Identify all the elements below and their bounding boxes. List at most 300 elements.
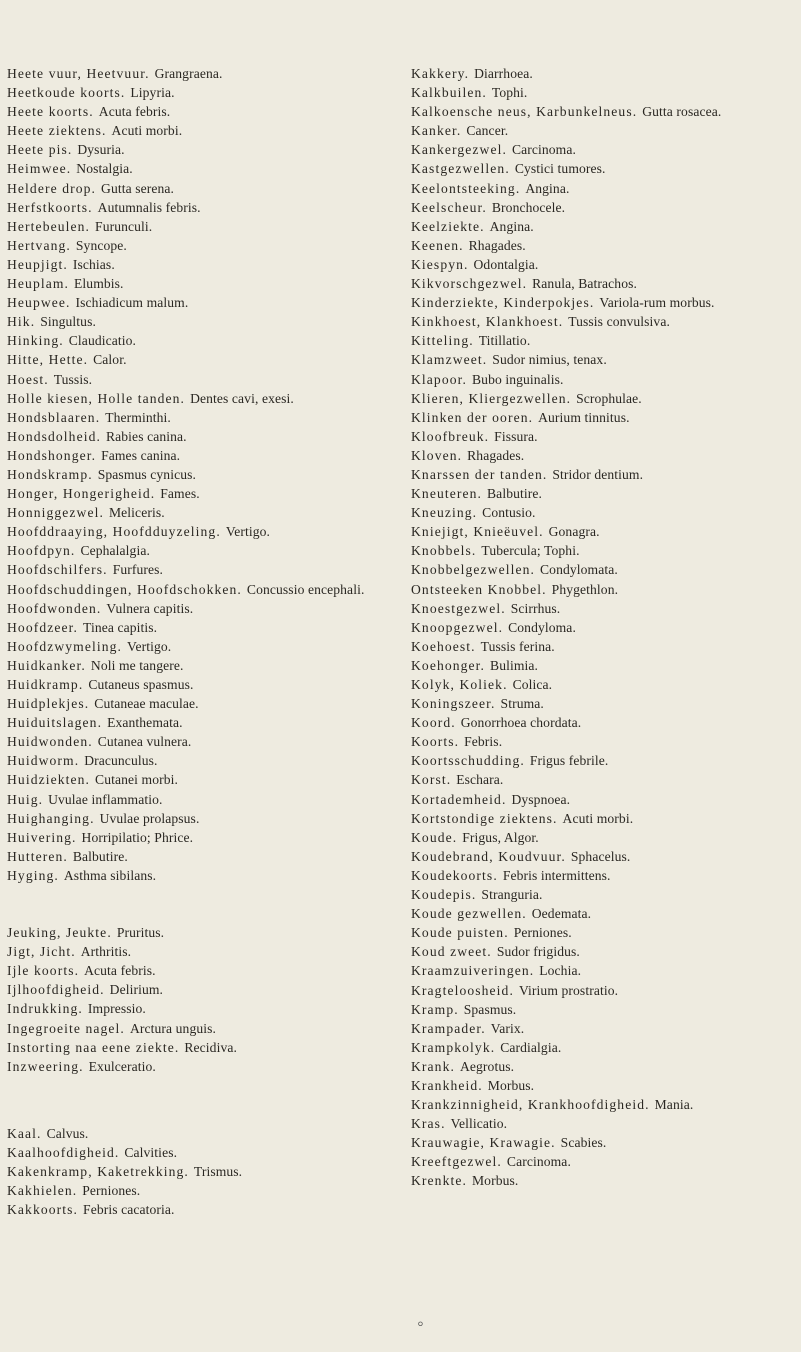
entry-latin-term: Tophi. xyxy=(491,85,528,101)
entry-headword: Hoofdzwymeling. xyxy=(7,638,123,654)
entry-latin-term: Uvulae prolapsus. xyxy=(99,810,200,826)
entry-latin-term: Spasmus. xyxy=(463,1001,517,1017)
entry-headword: Kalkoensche neus, Karbunkelneus. xyxy=(411,104,638,120)
entry-headword: Keelscheur. xyxy=(411,199,487,215)
entry-latin-term: Dracunculus. xyxy=(84,753,158,769)
dictionary-entry xyxy=(411,465,795,484)
dictionary-entry xyxy=(7,389,399,408)
entry-latin-term: Meliceris. xyxy=(108,505,165,521)
entry-headword: Heupjigt. xyxy=(7,256,68,272)
left-entries-ij xyxy=(7,923,399,1076)
dictionary-entry xyxy=(411,599,795,618)
dictionary-entry xyxy=(7,370,399,389)
dictionary-entry xyxy=(411,293,795,312)
entry-headword: Ijlhoofdigheid. xyxy=(7,982,105,998)
entry-latin-term: Cancer. xyxy=(466,123,509,139)
dictionary-entry xyxy=(411,656,795,675)
right-column xyxy=(411,64,795,1191)
entry-latin-term: Frigus febrile. xyxy=(529,753,609,769)
entry-latin-term: Delirium. xyxy=(109,982,164,998)
dictionary-entry xyxy=(7,656,399,675)
entry-latin-term: Claudicatio. xyxy=(68,333,137,349)
entry-latin-term: Furunculi. xyxy=(95,218,153,234)
entry-latin-term: Calvities. xyxy=(124,1144,178,1160)
dictionary-entry xyxy=(411,1171,795,1190)
entry-latin-term: Therminthi. xyxy=(105,409,171,425)
entry-latin-term: Tussis convulsiva. xyxy=(568,314,670,330)
entry-latin-term: Febris cacatoria. xyxy=(83,1202,175,1218)
entry-headword: Hitte, Hette. xyxy=(7,352,89,368)
entry-latin-term: Vertigo. xyxy=(127,638,172,654)
entry-latin-term: Tussis. xyxy=(53,371,93,387)
entry-latin-term: Fames canina. xyxy=(101,447,181,463)
entry-headword: Kinderziekte, Kinderpokjes. xyxy=(411,295,595,311)
section-gap xyxy=(7,885,399,923)
entry-headword: Krampader. xyxy=(411,1020,486,1036)
entry-headword: Kakkery. xyxy=(411,66,470,81)
dictionary-entry xyxy=(411,637,795,656)
entry-headword: Kreeftgezwel. xyxy=(411,1154,502,1170)
entry-headword: Hondsdolheid. xyxy=(7,428,101,444)
entry-latin-term: Acuta febris. xyxy=(84,963,156,979)
entry-latin-term: Balbutire. xyxy=(487,486,542,502)
entry-headword: Koehonger. xyxy=(411,657,486,673)
entry-latin-term: Grangraena. xyxy=(154,66,223,81)
section-gap xyxy=(7,1076,399,1124)
dictionary-entry xyxy=(411,1133,795,1152)
dictionary-entry xyxy=(411,1152,795,1171)
entry-latin-term: Calor. xyxy=(93,352,127,368)
entry-headword: Klinken der ooren. xyxy=(411,409,534,425)
entry-headword: Holle kiesen, Holle tanden. xyxy=(7,390,186,406)
entry-latin-term: Acuta febris. xyxy=(98,104,171,120)
entry-headword: Kalkbuilen. xyxy=(411,85,487,101)
entry-headword: Hoofddraaying, Hoofdduyzeling. xyxy=(7,524,221,540)
dictionary-entry xyxy=(411,541,795,560)
entry-latin-term: Arctura unguis. xyxy=(129,1020,217,1036)
entry-headword: Hutteren. xyxy=(7,848,68,864)
entry-headword: Knoopgezwel. xyxy=(411,619,504,635)
entry-headword: Heldere drop. xyxy=(7,180,97,196)
dictionary-entry xyxy=(411,140,795,159)
entry-headword: Honger, Hongerigheid. xyxy=(7,486,156,502)
dictionary-entry xyxy=(7,961,399,980)
dictionary-entry xyxy=(411,408,795,427)
dictionary-entry xyxy=(411,522,795,541)
dictionary-entry xyxy=(7,770,399,789)
dictionary-entry xyxy=(7,980,399,999)
dictionary-entry xyxy=(7,140,399,159)
entry-headword: Hinking. xyxy=(7,333,64,349)
entry-headword: Kitteling. xyxy=(411,333,474,349)
dictionary-entry xyxy=(7,408,399,427)
right-entries-k xyxy=(411,64,795,1191)
dictionary-entry xyxy=(7,1200,399,1219)
dictionary-entry xyxy=(411,847,795,866)
entry-headword: Koorts. xyxy=(411,734,460,750)
entry-headword: Klieren, Kliergezwellen. xyxy=(411,390,572,406)
entry-headword: Koortsschudding. xyxy=(411,753,525,769)
entry-latin-term: Asthma sibilans. xyxy=(63,867,157,883)
entry-latin-term: Oedemata. xyxy=(531,906,592,922)
entry-latin-term: Perniones. xyxy=(82,1183,141,1199)
dictionary-entry xyxy=(411,312,795,331)
dictionary-entry xyxy=(7,999,399,1018)
entry-latin-term: Fissura. xyxy=(494,428,538,444)
entry-latin-term: Febris intermittens. xyxy=(502,867,611,883)
entry-latin-term: Cutanea vulnera. xyxy=(97,734,192,750)
dictionary-entry xyxy=(7,83,399,102)
entry-headword: Huidziekten. xyxy=(7,772,91,788)
entry-headword: Keenen. xyxy=(411,237,464,253)
entry-headword: Heete pis. xyxy=(7,142,73,158)
dictionary-entry xyxy=(7,1124,399,1143)
entry-latin-term: Lipyria. xyxy=(130,85,175,101)
dictionary-entry xyxy=(7,1057,399,1076)
entry-headword: Hertvang. xyxy=(7,237,71,253)
entry-headword: Kanker. xyxy=(411,123,462,139)
dictionary-entry xyxy=(7,732,399,751)
entry-latin-term: Singultus. xyxy=(40,314,96,330)
entry-headword: Kikvorschgezwel. xyxy=(411,276,528,292)
dictionary-entry xyxy=(7,64,399,83)
dictionary-entry xyxy=(7,1038,399,1057)
entry-latin-term: Angina. xyxy=(489,218,534,234)
entry-latin-term: Morbus. xyxy=(471,1173,519,1189)
entry-latin-term: Tubercula; Tophi. xyxy=(481,543,580,559)
entry-latin-term: Sphacelus. xyxy=(570,848,631,864)
entry-latin-term: Vertigo. xyxy=(225,524,271,540)
entry-headword: Kragteloosheid. xyxy=(411,982,514,998)
entry-headword: Koehoest. xyxy=(411,638,476,654)
dictionary-entry xyxy=(7,446,399,465)
dictionary-entry xyxy=(7,255,399,274)
dictionary-entry xyxy=(411,560,795,579)
entry-headword: Kortstondige ziektens. xyxy=(411,810,558,826)
entry-headword: Huig. xyxy=(7,791,44,807)
left-column xyxy=(7,64,399,1219)
dictionary-entry xyxy=(411,159,795,178)
dictionary-entry xyxy=(7,580,399,599)
entry-latin-term: Ranula, Batrachos. xyxy=(532,276,637,292)
entry-headword: Klamzweet. xyxy=(411,352,488,368)
entry-headword: Kastgezwellen. xyxy=(411,161,510,177)
entry-headword: Huidwonden. xyxy=(7,734,93,750)
dictionary-entry xyxy=(411,942,795,961)
entry-latin-term: Perniones. xyxy=(513,925,572,941)
entry-latin-term: Morbus. xyxy=(487,1077,535,1093)
dictionary-entry xyxy=(7,198,399,217)
entry-headword: Kneuzing. xyxy=(411,505,478,521)
dictionary-entry xyxy=(411,331,795,350)
dictionary-entry xyxy=(411,350,795,369)
entry-headword: Krauwagie, Krawagie. xyxy=(411,1135,556,1151)
entry-latin-term: Variola-rum morbus. xyxy=(599,295,715,311)
entry-headword: Herfstkoorts. xyxy=(7,199,93,215)
entry-headword: Koudepis. xyxy=(411,887,477,903)
entry-headword: Kloven. xyxy=(411,447,463,463)
dictionary-entry xyxy=(411,389,795,408)
entry-latin-term: Calvus. xyxy=(46,1125,89,1141)
entry-latin-term: Diarrhoea. xyxy=(474,66,533,81)
entry-headword: Jigt, Jicht. xyxy=(7,944,76,960)
dictionary-entry xyxy=(411,1114,795,1133)
entry-headword: Ijle koorts. xyxy=(7,963,80,979)
entry-headword: Kneuteren. xyxy=(411,486,483,502)
entry-headword: Hoofdpyn. xyxy=(7,543,76,559)
entry-latin-term: Exulceratio. xyxy=(88,1058,156,1074)
entry-headword: Kaalhoofdigheid. xyxy=(7,1144,120,1160)
dictionary-entry xyxy=(7,942,399,961)
dictionary-entry xyxy=(411,828,795,847)
entry-headword: Hik. xyxy=(7,314,36,330)
entry-headword: Hoofdwonden. xyxy=(7,600,102,616)
entry-headword: Heete koorts. xyxy=(7,104,94,120)
dictionary-entry xyxy=(7,618,399,637)
dictionary-entry xyxy=(411,923,795,942)
entry-headword: Kakhielen. xyxy=(7,1183,78,1199)
dictionary-entry xyxy=(7,599,399,618)
entry-latin-term: Concussio encephali. xyxy=(246,581,365,597)
entry-latin-term: Contusio. xyxy=(482,505,536,521)
entry-headword: Heuplam. xyxy=(7,276,70,292)
entry-latin-term: Carcinoma. xyxy=(511,142,576,158)
dictionary-entry xyxy=(411,1057,795,1076)
dictionary-entry xyxy=(411,1095,795,1114)
entry-headword: Hoofdzeer. xyxy=(7,619,79,635)
dictionary-entry xyxy=(7,236,399,255)
dictionary-entry xyxy=(411,885,795,904)
entry-latin-term: Uvulae inflammatio. xyxy=(48,791,163,807)
entry-headword: Heupwee. xyxy=(7,295,71,311)
dictionary-entry xyxy=(411,809,795,828)
entry-headword: Koudekoorts. xyxy=(411,867,498,883)
dictionary-entry xyxy=(411,64,795,83)
dictionary-entry xyxy=(7,274,399,293)
entry-latin-term: Elumbis. xyxy=(74,276,124,292)
entry-latin-term: Rabies canina. xyxy=(105,428,187,444)
dictionary-entry xyxy=(7,484,399,503)
entry-headword: Kras. xyxy=(411,1116,446,1132)
dictionary-entry xyxy=(411,675,795,694)
entry-latin-term: Struma. xyxy=(500,696,544,712)
dictionary-entry xyxy=(411,1038,795,1057)
dictionary-entry xyxy=(7,1019,399,1038)
entry-latin-term: Cutaneae maculae. xyxy=(94,696,199,712)
entry-headword: Kniejigt, Knieëuvel. xyxy=(411,524,544,540)
dictionary-entry xyxy=(7,866,399,885)
entry-latin-term: Dysuria. xyxy=(77,142,125,158)
entry-headword: Kloofbreuk. xyxy=(411,428,490,444)
entry-headword: Hondskramp. xyxy=(7,466,93,482)
entry-headword: Hertebeulen. xyxy=(7,218,91,234)
dictionary-entry xyxy=(411,503,795,522)
dictionary-entry xyxy=(7,293,399,312)
dictionary-entry xyxy=(7,790,399,809)
entry-headword: Koudebrand, Koudvuur. xyxy=(411,848,566,864)
entry-latin-term: Ischias. xyxy=(72,256,115,272)
entry-headword: Koningszeer. xyxy=(411,696,496,712)
entry-latin-term: Gonagra. xyxy=(548,524,600,540)
dictionary-entry xyxy=(411,790,795,809)
entry-headword: Indrukking. xyxy=(7,1001,83,1017)
dictionary-entry xyxy=(411,255,795,274)
dictionary-entry xyxy=(411,713,795,732)
entry-headword: Huighanging. xyxy=(7,810,95,826)
dictionary-entry xyxy=(411,427,795,446)
dictionary-entry xyxy=(7,694,399,713)
dictionary-entry xyxy=(7,465,399,484)
entry-latin-term: Cardialgia. xyxy=(500,1039,562,1055)
entry-headword: Huidworm. xyxy=(7,753,80,769)
dictionary-entry xyxy=(411,770,795,789)
dictionary-entry xyxy=(411,732,795,751)
entry-latin-term: Furfures. xyxy=(112,562,164,578)
entry-latin-term: Gutta serena. xyxy=(101,180,175,196)
entry-latin-term: Rhagades. xyxy=(467,447,525,463)
entry-latin-term: Condyloma. xyxy=(508,619,576,635)
entry-headword: Knoestgezwel. xyxy=(411,600,506,616)
entry-headword: Heetkoude koorts. xyxy=(7,85,126,101)
entry-headword: Koude puisten. xyxy=(411,925,509,941)
entry-headword: Huidkanker. xyxy=(7,657,86,673)
dictionary-entry xyxy=(7,713,399,732)
entry-latin-term: Autumnalis febris. xyxy=(97,199,201,215)
entry-headword: Kortademheid. xyxy=(411,791,507,807)
dictionary-entry xyxy=(411,961,795,980)
entry-headword: Kankergezwel. xyxy=(411,142,507,158)
entry-latin-term: Scrophulae. xyxy=(576,390,642,406)
dictionary-entry xyxy=(411,981,795,1000)
dictionary-entry xyxy=(411,83,795,102)
entry-headword: Krank. xyxy=(411,1058,455,1074)
entry-latin-term: Cystici tumores. xyxy=(514,161,606,177)
dictionary-entry xyxy=(7,179,399,198)
entry-headword: Korst. xyxy=(411,772,452,788)
dictionary-entry xyxy=(411,904,795,923)
entry-latin-term: Dentes cavi, exesi. xyxy=(190,390,294,406)
dictionary-entry xyxy=(7,331,399,350)
entry-headword: Hoest. xyxy=(7,371,49,387)
entry-latin-term: Febris. xyxy=(464,734,503,750)
dictionary-entry xyxy=(411,370,795,389)
dictionary-entry xyxy=(7,427,399,446)
entry-headword: Ontsteeken Knobbel. xyxy=(411,581,547,597)
entry-latin-term: Gonorrhoea chordata. xyxy=(460,715,582,731)
dictionary-entry xyxy=(7,312,399,331)
entry-headword: Knarssen der tanden. xyxy=(411,466,548,482)
entry-latin-term: Stridor dentium. xyxy=(552,466,644,482)
dictionary-entry xyxy=(7,923,399,942)
entry-latin-term: Cutanei morbi. xyxy=(95,772,178,788)
entry-headword: Keelziekte. xyxy=(411,218,485,234)
entry-latin-term: Sudor nimius, tenax. xyxy=(492,352,607,368)
entry-headword: Hoofdschilfers. xyxy=(7,562,108,578)
dictionary-entry xyxy=(7,560,399,579)
entry-headword: Koude gezwellen. xyxy=(411,906,527,922)
entry-headword: Krankzinnigheid, Krankhoofdigheid. xyxy=(411,1097,650,1113)
entry-headword: Huidkramp. xyxy=(7,677,84,692)
entry-latin-term: Odontalgia. xyxy=(473,256,539,272)
dictionary-entry xyxy=(7,1162,399,1181)
entry-latin-term: Bubo inguinalis. xyxy=(472,371,564,387)
entry-latin-term: Horripilatio; Phrice. xyxy=(81,829,194,845)
entry-latin-term: Spasmus cynicus. xyxy=(97,466,196,482)
entry-latin-term: Noli me tangere. xyxy=(90,657,184,673)
entry-headword: Inzweering. xyxy=(7,1058,84,1074)
dictionary-entry xyxy=(7,159,399,178)
entry-latin-term: Frigus, Algor. xyxy=(462,829,539,845)
dictionary-entry xyxy=(7,102,399,121)
entry-latin-term: Aegrotus. xyxy=(459,1058,515,1074)
entry-latin-term: Recidiva. xyxy=(184,1039,237,1055)
entry-headword: Ingegroeite nagel. xyxy=(7,1020,125,1036)
dictionary-entry xyxy=(7,828,399,847)
entry-headword: Kramp. xyxy=(411,1001,459,1017)
entry-headword: Heimwee. xyxy=(7,161,72,177)
dictionary-entry xyxy=(7,217,399,236)
dictionary-entry xyxy=(411,102,795,121)
entry-latin-term: Varix. xyxy=(490,1020,525,1036)
dictionary-entry xyxy=(7,1181,399,1200)
entry-latin-term: Arthritis. xyxy=(80,944,132,960)
entry-latin-term: Phygethlon. xyxy=(551,581,619,597)
dictionary-entry xyxy=(7,637,399,656)
entry-latin-term: Titillatio. xyxy=(478,333,531,349)
dictionary-entry xyxy=(411,179,795,198)
entry-latin-term: Cutaneus spasmus. xyxy=(88,677,194,692)
entry-headword: Huidplekjes. xyxy=(7,696,90,712)
dictionary-entry xyxy=(411,580,795,599)
entry-headword: Keelontsteeking. xyxy=(411,180,521,196)
entry-latin-term: Balbutire. xyxy=(72,848,128,864)
entry-headword: Kinkhoest, Klankhoest. xyxy=(411,314,564,330)
entry-headword: Jeuking, Jeukte. xyxy=(7,925,112,941)
entry-headword: Kolyk, Koliek. xyxy=(411,677,508,692)
entry-headword: Kraamzuiveringen. xyxy=(411,963,535,979)
dictionary-entry xyxy=(7,1143,399,1162)
entry-headword: Klapoor. xyxy=(411,371,467,387)
entry-latin-term: Scabies. xyxy=(560,1135,607,1151)
dictionary-entry xyxy=(7,121,399,140)
entry-latin-term: Condylomata. xyxy=(540,562,618,578)
entry-latin-term: Vellicatio. xyxy=(450,1116,508,1132)
dictionary-entry xyxy=(411,1019,795,1038)
dictionary-entry xyxy=(411,1000,795,1019)
dictionary-entry xyxy=(7,809,399,828)
entry-headword: Krankheid. xyxy=(411,1077,483,1093)
dictionary-entry xyxy=(411,274,795,293)
entry-latin-term: Impressio. xyxy=(87,1001,146,1017)
dictionary-entry xyxy=(7,350,399,369)
entry-latin-term: Carcinoma. xyxy=(506,1154,571,1170)
dictionary-entry xyxy=(411,618,795,637)
left-entries-k xyxy=(7,1124,399,1219)
entry-headword: Hondshonger. xyxy=(7,447,97,463)
entry-latin-term: Mania. xyxy=(654,1097,694,1113)
dictionary-entry xyxy=(411,866,795,885)
entry-headword: Instorting naa eene ziekte. xyxy=(7,1039,180,1055)
dictionary-entry xyxy=(7,503,399,522)
dictionary-entry xyxy=(411,217,795,236)
entry-latin-term: Tinea capitis. xyxy=(83,619,158,635)
entry-latin-term: Tussis ferina. xyxy=(480,638,555,654)
entry-latin-term: Eschara. xyxy=(456,772,504,788)
entry-latin-term: Ischiadicum malum. xyxy=(75,295,189,311)
entry-latin-term: Nostalgia. xyxy=(76,161,133,177)
dictionary-entry xyxy=(411,484,795,503)
entry-latin-term: Rhagades. xyxy=(468,237,526,253)
